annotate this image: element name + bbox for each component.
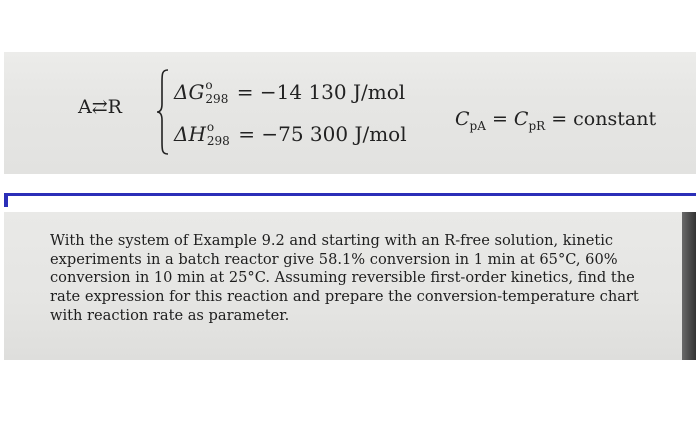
photo-dark-edge xyxy=(682,212,696,360)
heat-capacity-equation xyxy=(455,108,656,133)
enthalpy-value: = −75 300 J/mol xyxy=(238,122,407,146)
gibbs-value: = −14 130 J/mol xyxy=(236,80,406,104)
enthalpy-sub: 298 xyxy=(206,134,230,148)
gibbs-energy-equation xyxy=(174,80,405,104)
blue-divider-mark xyxy=(4,193,8,207)
enthalpy-equation xyxy=(174,122,407,146)
enthalpy-symbol: ΔH xyxy=(174,122,206,146)
problem-line: with reaction rate as parameter. xyxy=(50,306,290,324)
cp-constant: = constant xyxy=(545,108,657,130)
problem-line: conversion in 10 min at 25°C. Assuming reversible first-order kinetics, find the xyxy=(50,269,635,287)
blue-divider xyxy=(4,193,696,196)
problem-line: rate expression for this reaction and prepare the conversion-temperature chart xyxy=(50,288,639,306)
problem-statement xyxy=(50,232,662,326)
gibbs-symbol: ΔG xyxy=(174,80,205,104)
gibbs-sup: o xyxy=(205,78,213,92)
cp-r-symbol: C xyxy=(513,108,529,130)
cp-a-sub: pA xyxy=(469,118,486,133)
cp-equals: = xyxy=(485,108,514,130)
cp-r-sub: pR xyxy=(528,118,546,133)
reaction-equation: A⇄R xyxy=(78,96,122,118)
cp-a-symbol: C xyxy=(455,108,470,130)
problem-line: With the system of Example 9.2 and starting with an R-free solution, kinetic xyxy=(50,232,614,249)
gibbs-sub: 298 xyxy=(205,92,229,106)
enthalpy-sup: o xyxy=(206,120,215,134)
problem-line: experiments in a batch reactor give 58.1% conversion in 1 min at 65°C, 60% xyxy=(50,250,618,268)
left-brace xyxy=(156,68,170,156)
